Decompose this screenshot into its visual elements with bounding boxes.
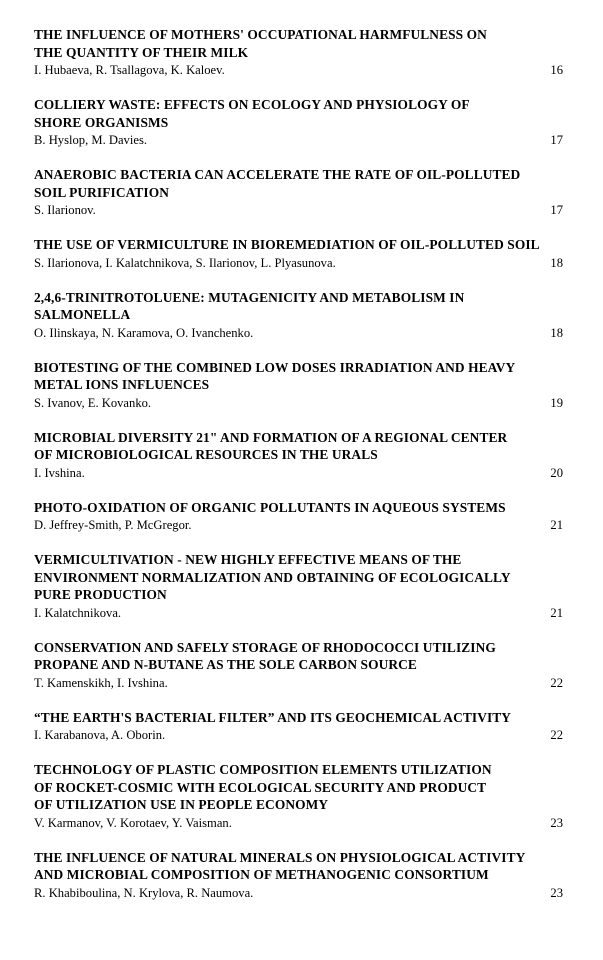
toc-entry-title-line: OF MICROBIOLOGICAL RESOURCES IN THE URALS bbox=[34, 447, 378, 462]
toc-entry[interactable] bbox=[34, 551, 563, 622]
toc-entry-title-line: ANAEROBIC BACTERIA CAN ACCELERATE THE RATE OF OIL-POLLUTED bbox=[34, 167, 521, 182]
toc-entry-title bbox=[34, 639, 563, 674]
toc-entry-authors-row bbox=[34, 202, 563, 219]
toc-entry[interactable] bbox=[34, 499, 563, 535]
toc-entry-title-line: COLLIERY WASTE: EFFECTS ON ECOLOGY AND PHYSIOLOGY OF bbox=[34, 97, 470, 112]
toc-entry-authors-row bbox=[34, 675, 563, 692]
toc-entry-title-line: PURE PRODUCTION bbox=[34, 587, 167, 602]
toc-entry-title-line: MICROBIAL DIVERSITY 21" AND FORMATION OF A REGIONAL CENTER bbox=[34, 429, 508, 445]
toc-entry-authors: V. Karmanov, V. Korotaev, Y. Vaisman. bbox=[34, 815, 232, 830]
toc-entry-authors: S. Ilarionov. bbox=[34, 203, 96, 217]
toc-entry-authors: S. Ivanov, E. Kovanko. bbox=[34, 395, 152, 410]
toc-entry-authors: D. Jeffrey-Smith, P. McGregor. bbox=[34, 518, 192, 532]
toc-entry-authors: T. Kamenskikh, I. Ivshina. bbox=[34, 675, 168, 690]
toc-entry-title bbox=[34, 761, 563, 814]
toc-entry-page-number: 17 bbox=[550, 133, 563, 147]
toc-entry[interactable] bbox=[34, 26, 563, 79]
toc-entry-page-number: 22 bbox=[550, 675, 563, 690]
toc-entry-title-line: “THE EARTH'S BACTERIAL FILTER” AND ITS GEOCHEMICAL ACTIVITY bbox=[34, 709, 512, 725]
toc-entry-title-line: SHORE ORGANISMS bbox=[34, 114, 169, 130]
toc-entry-authors: O. Ilinskaya, N. Karamova, O. Ivanchenko. bbox=[34, 325, 254, 340]
toc-entry-title bbox=[34, 236, 563, 254]
toc-entry-title-line: ENVIRONMENT NORMALIZATION AND OBTAINING OF ECOLOGICALLY bbox=[34, 569, 511, 585]
toc-entry-title bbox=[34, 709, 563, 727]
toc-entry-title bbox=[34, 429, 563, 464]
toc-entry-authors-row bbox=[34, 325, 563, 342]
toc-entry-title-line: AND MICROBIAL COMPOSITION OF METHANOGENIC CONSORTIUM bbox=[34, 867, 489, 882]
toc-entry-authors-row bbox=[34, 885, 563, 902]
toc-entry-title bbox=[34, 166, 563, 201]
toc-entry-authors-row bbox=[34, 517, 563, 534]
toc-entry-title bbox=[34, 26, 563, 61]
toc-entry-page-number: 18 bbox=[550, 255, 563, 270]
toc-entry-page-number: 16 bbox=[550, 63, 563, 77]
toc-entry-title-line: THE INFLUENCE OF MOTHERS' OCCUPATIONAL HARMFULNESS ON bbox=[34, 27, 487, 42]
toc-entry-title-line: TECHNOLOGY OF PLASTIC COMPOSITION ELEMENTS UTILIZATION bbox=[34, 762, 492, 777]
toc-entry[interactable] bbox=[34, 96, 563, 149]
toc-entry-authors: B. Hyslop, M. Davies. bbox=[34, 133, 147, 147]
toc-entry-title-line: THE QUANTITY OF THEIR MILK bbox=[34, 44, 249, 60]
toc-entry-title bbox=[34, 359, 563, 394]
toc-entry-title-line: CONSERVATION AND SAFELY STORAGE OF RHODOCOCCI UTILIZING bbox=[34, 639, 496, 655]
toc-entry-title-line: BIOTESTING OF THE COMBINED LOW DOSES IRRADIATION AND HEAVY bbox=[34, 359, 516, 375]
toc-entry-authors-row bbox=[34, 132, 563, 149]
toc-entry-page-number: 19 bbox=[550, 395, 563, 410]
toc-entry-authors: S. Ilarionova, I. Kalatchnikova, S. Ilarionov, L. Plyasunova. bbox=[34, 255, 336, 270]
toc-entry-title bbox=[34, 551, 563, 604]
toc-entry-authors: R. Khabiboulina, N. Krylova, R. Naumova. bbox=[34, 885, 254, 900]
toc-entry-authors-row bbox=[34, 605, 563, 622]
toc-entry-page-number: 20 bbox=[550, 465, 563, 480]
toc-entry-page-number: 17 bbox=[550, 203, 563, 217]
toc-entry-authors: I. Karabanova, A. Oborin. bbox=[34, 728, 166, 742]
toc-entry-title-line: METAL IONS INFLUENCES bbox=[34, 377, 210, 392]
table-of-contents bbox=[34, 26, 563, 902]
toc-entry[interactable] bbox=[34, 359, 563, 412]
toc-entry-title-line: PROPANE AND N-BUTANE AS THE SOLE CARBON SOURCE bbox=[34, 657, 417, 672]
toc-entry-page-number: 23 bbox=[550, 885, 563, 900]
toc-entry[interactable] bbox=[34, 849, 563, 902]
toc-entry-title-line: OF ROCKET-COSMIC WITH ECOLOGICAL SECURITY AND PRODUCT bbox=[34, 779, 487, 795]
toc-entry-title-line: VERMICULTIVATION - NEW HIGHLY EFFECTIVE MEANS OF THE bbox=[34, 552, 462, 567]
toc-entry-page-number: 21 bbox=[550, 518, 563, 532]
toc-entry[interactable] bbox=[34, 761, 563, 832]
toc-entry[interactable] bbox=[34, 289, 563, 342]
toc-entry-title-line: THE USE OF VERMICULTURE IN BIOREMEDIATION OF OIL-POLLUTED SOIL bbox=[34, 237, 540, 252]
toc-entry-title-line: PHOTO-OXIDATION OF ORGANIC POLLUTANTS IN AQUEOUS SYSTEMS bbox=[34, 499, 506, 515]
toc-entry-authors: I. Hubaeva, R. Tsallagova, K. Kaloev. bbox=[34, 63, 225, 77]
toc-entry[interactable] bbox=[34, 639, 563, 692]
toc-entry[interactable] bbox=[34, 236, 563, 272]
toc-entry[interactable] bbox=[34, 429, 563, 482]
toc-entry-authors-row bbox=[34, 465, 563, 482]
toc-entry-page-number: 18 bbox=[550, 325, 563, 340]
toc-entry-page-number: 23 bbox=[550, 815, 563, 830]
toc-entry-authors: I. Kalatchnikova. bbox=[34, 605, 122, 620]
toc-entry-authors-row bbox=[34, 727, 563, 744]
toc-entry-authors-row bbox=[34, 395, 563, 412]
toc-entry-title-line: SOIL PURIFICATION bbox=[34, 184, 170, 200]
toc-entry-authors: I. Ivshina. bbox=[34, 465, 85, 480]
toc-entry-authors-row bbox=[34, 255, 563, 272]
toc-entry-title bbox=[34, 289, 563, 324]
toc-entry-authors-row bbox=[34, 62, 563, 79]
toc-entry-authors-row bbox=[34, 815, 563, 832]
toc-entry-title bbox=[34, 499, 563, 517]
toc-entry-title-line: OF UTILIZATION USE IN PEOPLE ECONOMY bbox=[34, 797, 329, 812]
toc-entry[interactable] bbox=[34, 709, 563, 745]
toc-entry-title bbox=[34, 96, 563, 131]
toc-entry-page-number: 21 bbox=[550, 605, 563, 620]
toc-entry-title-line: SALMONELLA bbox=[34, 307, 131, 322]
toc-entry-title bbox=[34, 849, 563, 884]
toc-entry-title-line: THE INFLUENCE OF NATURAL MINERALS ON PHYSIOLOGICAL ACTIVITY bbox=[34, 849, 526, 865]
toc-entry-title-line: 2,4,6-TRINITROTOLUENE: MUTAGENICITY AND METABOLISM IN bbox=[34, 289, 465, 305]
toc-entry[interactable] bbox=[34, 166, 563, 219]
toc-entry-page-number: 22 bbox=[550, 728, 563, 742]
